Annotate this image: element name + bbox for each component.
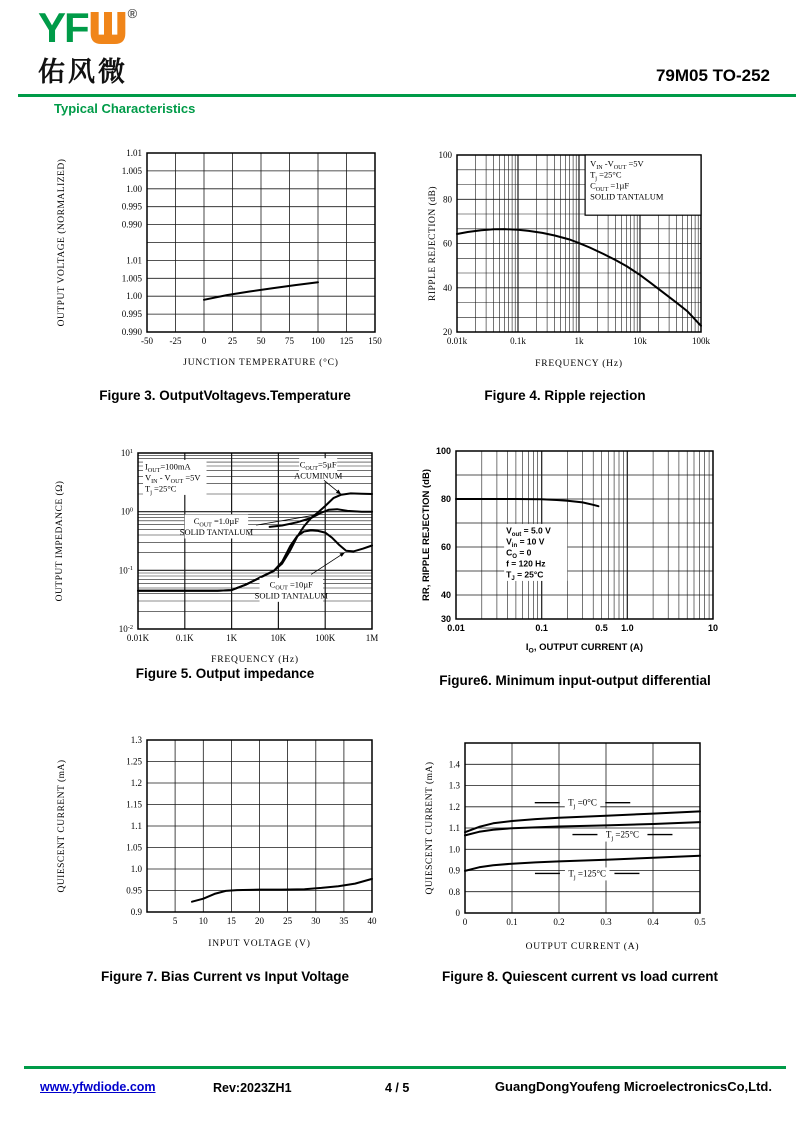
svg-text:0.1: 0.1 <box>535 623 548 633</box>
svg-text:QUIESCENT CURRENT (mA): QUIESCENT CURRENT (mA) <box>425 761 435 895</box>
company-name: GuangDongYoufeng MicroelectronicsCo,Ltd. <box>494 1079 772 1094</box>
svg-text:100: $10^0$ <box>120 506 133 517</box>
svg-text:COUT=5µF: $C_{OUT}=5\mu F$ <box>299 459 337 473</box>
svg-text:1.15: 1.15 <box>126 799 142 810</box>
svg-text:QUIESCENT CURRENT (mA): QUIESCENT CURRENT (mA) <box>57 759 67 893</box>
svg-text:1.005: 1.005 <box>121 165 142 176</box>
svg-text:125: 125 <box>339 336 354 346</box>
svg-text:0.8: 0.8 <box>448 886 460 897</box>
svg-text:1.4: 1.4 <box>448 759 460 770</box>
fig6-svg <box>420 440 760 670</box>
svg-text:0: 0 <box>201 336 207 346</box>
svg-text:Tj =25°C: $T_j =25^\circ C$ <box>590 169 622 182</box>
svg-text:1.0: 1.0 <box>130 864 142 874</box>
svg-text:IOUT=100mA: $I_{OUT}=100mA$ <box>145 461 191 474</box>
svg-text:0.990: 0.990 <box>121 327 142 337</box>
svg-text:10: 10 <box>707 623 719 633</box>
svg-text:IO, OUTPUT CURRENT (A): $I_O$, OUTPUT CURRENT (A) <box>525 642 644 655</box>
svg-text:FREQUENCY (Hz): FREQUENCY (Hz) <box>535 359 623 369</box>
svg-text:1.01: 1.01 <box>126 148 142 158</box>
svg-text:10-2: $10^{-2}$ <box>118 623 133 634</box>
svg-text:-25: -25 <box>169 336 182 346</box>
svg-text:15: 15 <box>226 916 236 926</box>
svg-text:0.01k: 0.01k <box>446 336 468 346</box>
svg-text:0.1: 0.1 <box>506 917 518 927</box>
svg-text:10k: 10k <box>633 336 647 346</box>
svg-text:40: 40 <box>440 590 451 600</box>
svg-text:1.3: 1.3 <box>448 780 460 791</box>
svg-text:10-1: $10^{-1}$ <box>118 565 133 576</box>
svg-text:OUTPUT IMPEDANCE (Ω): OUTPUT IMPEDANCE (Ω) <box>55 480 65 602</box>
svg-text:Vout = 5.0 V: $V_{out} = 5.0$ V <box>506 525 551 538</box>
svg-text:1.3: 1.3 <box>130 735 142 745</box>
svg-text:VIN - VOUT =5V: $V_{IN} - V_{OUT} =5V$ <box>145 472 201 485</box>
svg-text:100: 100 <box>311 336 325 346</box>
svg-text:20: 20 <box>443 327 452 337</box>
svg-text:1.005: 1.005 <box>121 273 142 284</box>
fig5-chart <box>50 440 395 680</box>
svg-text:0.01: 0.01 <box>447 623 465 633</box>
svg-text:1M: 1M <box>365 633 379 643</box>
svg-text:35: 35 <box>339 916 349 926</box>
fig4-chart <box>425 142 735 391</box>
svg-text:Tj =25°C: $T_j =25^\circ C$ <box>605 829 640 842</box>
section-title: Typical Characteristics <box>54 101 196 116</box>
svg-text:0.9: 0.9 <box>130 907 142 917</box>
svg-text:OUTPUT CURRENT (A): OUTPUT CURRENT (A) <box>525 942 640 952</box>
svg-text:-50: -50 <box>141 336 153 346</box>
fig4-svg <box>425 142 735 386</box>
svg-text:SOLID TANTALUM: SOLID TANTALUM <box>590 191 664 202</box>
svg-text:0.995: 0.995 <box>121 309 142 320</box>
svg-text:1.00: 1.00 <box>126 291 142 302</box>
svg-text:1.2: 1.2 <box>448 801 460 812</box>
svg-text:100: 100 <box>438 150 452 160</box>
svg-text:Tj =0°C: $T_j =0^\circ C$ <box>568 797 597 811</box>
fig8-chart <box>420 727 750 977</box>
website-link[interactable]: www.yfwdiode.com <box>40 1080 156 1094</box>
svg-text:100k: 100k <box>692 336 710 346</box>
svg-text:1.2: 1.2 <box>130 778 142 788</box>
svg-text:0.4: 0.4 <box>647 917 659 927</box>
svg-text:0.995: 0.995 <box>121 201 142 212</box>
svg-text:80: 80 <box>443 194 452 205</box>
svg-text:1.0: 1.0 <box>448 844 460 855</box>
fig3-chart <box>50 142 395 391</box>
registered-mark: ® <box>127 6 138 21</box>
svg-text:100K: 100K <box>315 633 336 643</box>
svg-text:Tj =25°C: $T_j =25^\circ C$ <box>145 483 177 496</box>
svg-text:10: 10 <box>198 916 208 926</box>
svg-text:0.01K: 0.01K <box>126 633 150 643</box>
svg-text:150: 150 <box>368 336 382 346</box>
svg-text:CO = 0: $C_O = 0$ <box>506 547 532 560</box>
svg-text:OUTPUT VOLTAGE (NORMALIZED): OUTPUT VOLTAGE (NORMALIZED) <box>57 158 67 327</box>
svg-text:RIPPLE REJECTION (dB): RIPPLE REJECTION (dB) <box>428 186 438 301</box>
fig7-caption: Figure 7. Bias Current vs Input Voltage <box>100 969 350 984</box>
logo-text-yf: YF <box>38 4 88 51</box>
svg-text:0.1K: 0.1K <box>175 633 194 643</box>
fig5-svg <box>50 440 395 675</box>
svg-text:1.1: 1.1 <box>448 823 460 833</box>
svg-text:75: 75 <box>285 336 294 346</box>
svg-text:0.95: 0.95 <box>126 885 142 896</box>
svg-text:0.5: 0.5 <box>595 623 608 633</box>
svg-text:SOLID TANTALUM: SOLID TANTALUM <box>254 590 328 601</box>
fig7-chart <box>50 727 395 977</box>
svg-text:0.3: 0.3 <box>600 917 612 927</box>
svg-text:INPUT VOLTAGE (V): INPUT VOLTAGE (V) <box>208 939 311 949</box>
svg-text:25: 25 <box>228 336 237 346</box>
svg-text:f = 120 Hz: f = 120 Hz <box>506 558 546 569</box>
svg-text:60: 60 <box>440 542 451 552</box>
footer-rule <box>24 1066 786 1069</box>
svg-text:ACUMINUM: ACUMINUM <box>294 470 343 481</box>
svg-text:100: 100 <box>435 446 451 456</box>
svg-text:30: 30 <box>311 916 321 926</box>
header-rule <box>18 94 796 97</box>
svg-text:RR, RIPPLE REJECTION (dB): RR, RIPPLE REJECTION (dB) <box>421 469 432 601</box>
svg-text:VIN -VOUT =5V: $V_{IN}$ $-V_{OUT} =5V$ <box>590 158 644 171</box>
svg-text:TJ = 25°C: $T_J = 25^\circ C$ <box>506 569 544 582</box>
svg-text:20: 20 <box>255 916 264 926</box>
fig4-caption: Figure 4. Ripple rejection <box>484 388 646 403</box>
fig8-svg <box>420 727 750 972</box>
svg-text:COUT =1µF: $C_{OUT} =1\mu F$ <box>590 180 630 193</box>
svg-text:FREQUENCY (Hz): FREQUENCY (Hz) <box>211 655 299 665</box>
yfw-logo <box>38 4 138 89</box>
svg-text:40: 40 <box>367 916 377 926</box>
svg-text:1.01: 1.01 <box>126 255 142 266</box>
svg-text:5: 5 <box>172 916 178 926</box>
fig6-caption: Figure6. Minimum input-output differential <box>439 673 711 688</box>
svg-text:0.5: 0.5 <box>694 917 706 927</box>
svg-text:1K: 1K <box>226 633 238 643</box>
svg-text:1.00: 1.00 <box>126 183 142 194</box>
svg-text:80: 80 <box>440 494 451 504</box>
svg-text:1.0: 1.0 <box>621 623 634 633</box>
svg-text:SOLID TANTALUM: SOLID TANTALUM <box>179 526 254 537</box>
page-number: 4 / 5 <box>385 1081 410 1095</box>
svg-text:0.9: 0.9 <box>448 865 460 876</box>
svg-text:0: 0 <box>455 908 460 918</box>
svg-text:JUNCTION TEMPERATURE (°C): JUNCTION TEMPERATURE (°C) <box>183 358 339 368</box>
svg-text:0.990: 0.990 <box>121 219 142 230</box>
svg-text:25: 25 <box>283 916 293 926</box>
product-title: 79M05 TO-252 <box>655 66 770 85</box>
svg-text:1.1: 1.1 <box>130 821 142 831</box>
svg-text:1.05: 1.05 <box>126 842 142 853</box>
svg-text:COUT =1.0µF: $C_{OUT} =1.0\mu F$ <box>193 515 240 529</box>
logo-shan-glyph <box>90 12 126 44</box>
svg-text:40: 40 <box>443 282 452 293</box>
fig5-caption: Figure 5. Output impedance <box>135 666 315 681</box>
fig6-chart <box>420 440 760 675</box>
fig8-caption: Figure 8. Quiescent current vs load current <box>441 969 719 984</box>
svg-text:Vin = 10 V: $V_{in} = 10$ V <box>506 536 545 549</box>
revision-text: Rev:2023ZH1 <box>213 1081 292 1095</box>
svg-text:30: 30 <box>440 614 451 624</box>
svg-text:COUT =10µF: $C_{OUT} =10\mu F$ <box>269 579 313 592</box>
svg-text:0.1k: 0.1k <box>510 336 526 346</box>
svg-text:Tj =125°C: $T_j =125^\circ C$ <box>568 868 607 881</box>
fig3-caption: Figure 3. OutputVoltagevs.Temperature <box>99 388 351 403</box>
svg-text:60: 60 <box>443 238 452 249</box>
svg-text:1k: 1k <box>574 336 584 346</box>
svg-text:1.25: 1.25 <box>126 756 142 767</box>
fig7-svg <box>50 727 395 972</box>
fig3-svg <box>50 142 395 386</box>
svg-text:101: $10^1$ <box>120 447 133 458</box>
svg-text:50: 50 <box>256 336 266 346</box>
svg-text:0.2: 0.2 <box>553 917 565 927</box>
svg-text:10K: 10K <box>270 633 287 643</box>
logo-cjk-text: 佑风微 <box>38 57 128 87</box>
svg-text:0: 0 <box>462 917 468 927</box>
